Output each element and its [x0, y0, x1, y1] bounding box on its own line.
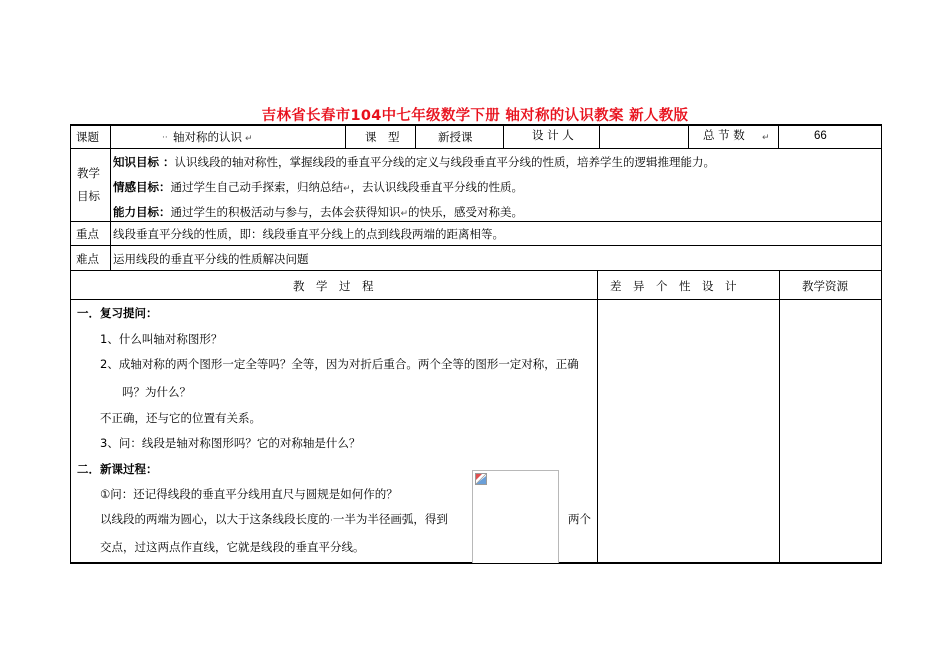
section-new-lesson-heading: 二．新课过程： [77, 462, 158, 476]
key-point-text: 线段垂直平分线的性质，即：线段垂直平分线上的点到线段两端的距离相等。 [113, 227, 504, 241]
difficulty-label: 难点 [76, 252, 99, 266]
diff-design-header: 差 异 个 性 设 计 [610, 279, 737, 293]
answer-2: 不正确，还与它的位置有关系。 [100, 411, 261, 425]
question-3: 3、问：线段是轴对称图形吗？它的对称轴是什么？ [100, 436, 361, 450]
format-mark: ·· [162, 133, 168, 143]
knowledge-goal-label: 知识目标 ： [113, 155, 175, 169]
lesson-paragraph-1: ①问：还记得线段的垂直平分线用直尺与圆规是如何作的？ [100, 487, 398, 501]
image-placeholder [472, 470, 559, 563]
question-1: 1、什么叫轴对称图形？ [100, 332, 223, 346]
lesson-paragraph-2c: 两个 [568, 512, 591, 526]
format-mark: · [330, 516, 333, 526]
knowledge-goal-text: 认识线段的轴对称性，掌握线段的垂直平分线的定义与线段垂直平分线的性质，培养学生的逻辑推理能力。 [174, 155, 716, 169]
key-point-label: 重点 [76, 227, 99, 241]
document-title: 吉林省长春市104中七年级数学下册 轴对称的认识教案 新人教版 [261, 108, 689, 124]
emotion-goal-text-a: 通过学生自己动手探索，归纳总结 [170, 180, 343, 194]
total-lessons-value: 66 [814, 130, 827, 142]
paragraph-mark-icon: ↵ [245, 134, 253, 144]
resource-header: 教学资源 [802, 279, 848, 293]
ability-goal-text-b: 的快乐，感受对称美。 [408, 205, 524, 219]
designer-label: 设 计 人 [532, 128, 574, 142]
format-mark: ↵ [343, 184, 351, 194]
question-2-continued: 吗？为什么？ [122, 385, 191, 399]
paragraph-mark-icon: ↵ [762, 133, 770, 143]
broken-image-icon [475, 473, 487, 485]
lesson-paragraph-2a: 以线段的两端为圆心，以大于这条线段长度的 [100, 512, 330, 526]
topic-value: 轴对称的认识 [173, 130, 242, 144]
lesson-paragraph-3: 交点，过这两点作直线，它就是线段的垂直平分线。 [100, 540, 365, 554]
emotion-goal-text-b: ，去认识线段垂直平分线的性质。 [350, 180, 524, 194]
ability-goal-text-a: 通过学生的积极活动与参与，去体会获得知识 [170, 205, 401, 219]
process-header: 教 学 过 程 [293, 279, 374, 293]
question-2: 2、成轴对称的两个图形一定全等吗？全等，因为对折后重合。两个全等的图形一定对称，正确 [100, 357, 579, 371]
section-review-heading: 一．复习提问： [77, 306, 158, 320]
total-lessons-label: 总 节 数 [703, 128, 745, 142]
lesson-paragraph-2b: 一半为半径画弧，得到 [332, 512, 448, 526]
emotion-goal-label: 情感目标： [113, 180, 171, 194]
format-mark: ↵ [400, 209, 409, 219]
difficulty-text: 运用线段的垂直平分线的性质解决问题 [113, 252, 309, 266]
goals-label-top: 教学 [77, 166, 100, 180]
topic-label: 课题 [76, 130, 99, 144]
goals-label-bottom: 目标 [77, 189, 100, 203]
type-value: 新授课 [438, 130, 473, 144]
type-label: 课 型 [365, 130, 400, 144]
ability-goal-label: 能力目标： [113, 205, 171, 219]
